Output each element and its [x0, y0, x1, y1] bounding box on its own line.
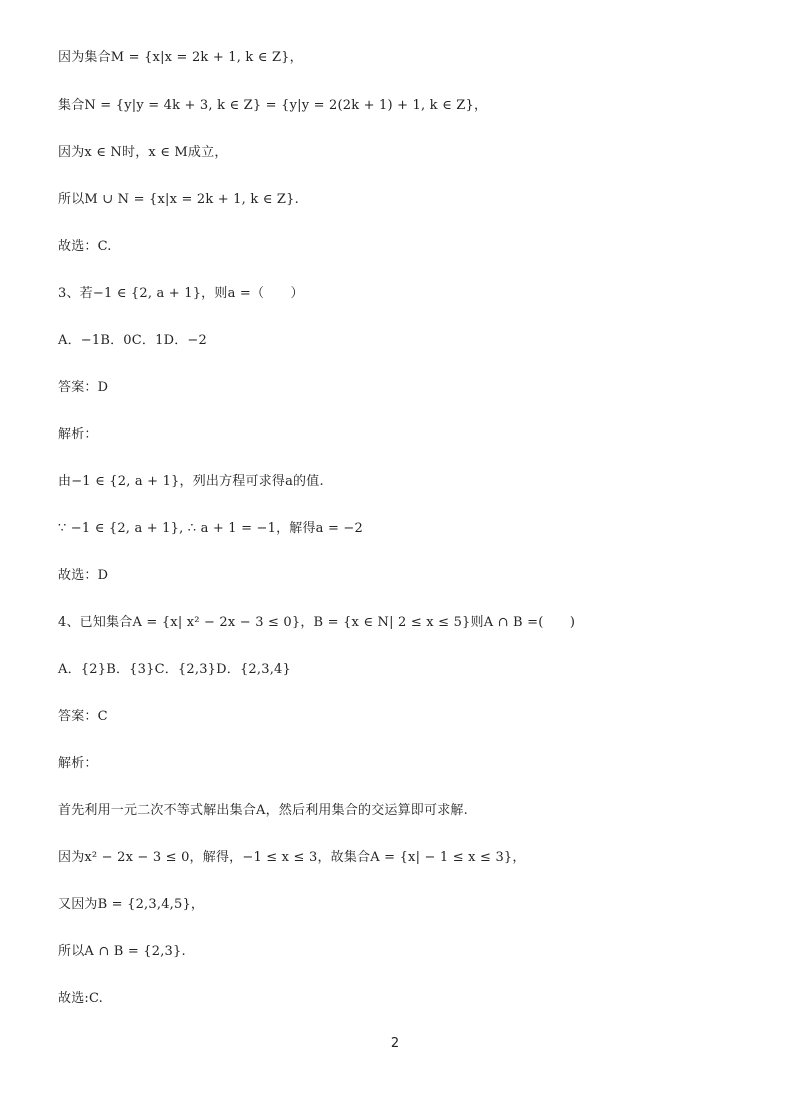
text-line: 由−1 ∈ {2, a + 1}，列出方程可求得a的值. [58, 474, 324, 489]
text-line: 故选:C. [58, 991, 103, 1006]
question-stem: 3、若−1 ∈ {2, a + 1}，则a =（ ） [58, 286, 304, 301]
answer-options: A．{2}B．{3}C．{2,3}D．{2,3,4} [58, 662, 291, 677]
text-line: 所以A ∩ B = {2,3}. [58, 944, 186, 959]
text-line: 集合N = {y|y = 4k + 3, k ∈ Z} = {y|y = 2(2k + 1) + 1, k ∈ Z}， [58, 98, 488, 113]
answer-options: A．−1B．0C．1D．−2 [58, 333, 207, 348]
analysis-heading: 解析： [58, 427, 98, 442]
page-number: 2 [390, 1036, 400, 1051]
text-line: ∵ −1 ∈ {2, a + 1}, ∴ a + 1 = −1，解得a = −2 [58, 521, 363, 536]
analysis-heading: 解析： [58, 756, 98, 771]
text-line: 故选：D [58, 568, 109, 583]
text-line: 因为集合M = {x|x = 2k + 1, k ∈ Z}， [58, 50, 303, 65]
text-line: 故选：C. [58, 239, 112, 254]
answer-line: 答案：D [58, 380, 109, 395]
text-line: 因为x ∈ N时，x ∈ M成立， [58, 145, 228, 160]
question-stem: 4、已知集合A = {x| x² − 2x − 3 ≤ 0}，B = {x ∈ N| 2 ≤ x ≤ 5}则A ∩ B =( ) [58, 615, 576, 630]
text-line: 因为x² − 2x − 3 ≤ 0，解得，−1 ≤ x ≤ 3，故集合A = {x| − 1 ≤ x ≤ 3}， [58, 850, 526, 865]
answer-line: 答案：C [58, 709, 108, 724]
text-line: 所以M ∪ N = {x|x = 2k + 1, k ∈ Z}. [58, 192, 299, 207]
text-line: 又因为B = {2,3,4,5}， [58, 897, 205, 912]
text-line: 首先利用一元二次不等式解出集合A，然后利用集合的交运算即可求解. [58, 803, 468, 818]
